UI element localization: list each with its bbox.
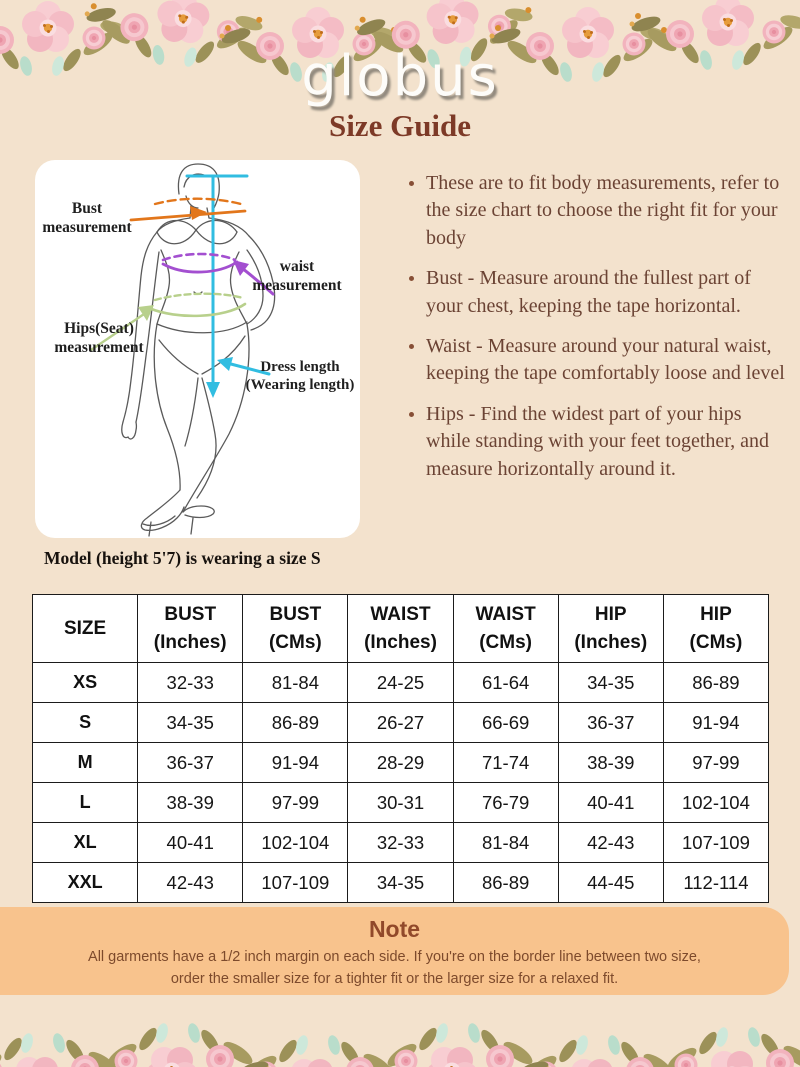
measurement-cell: 26-27 [348,703,453,743]
instruction-item: • Hips - Find the widest part of your hips while standing with your feet together, and measure horizontally around it. [426,401,788,483]
measurement-cell: 36-37 [138,743,243,783]
size-table-column-header: BUST (CMs) [243,595,348,663]
size-label-cell: XL [33,823,138,863]
bust-measurement-label: Bust measurement [42,200,132,236]
measurement-cell: 34-35 [348,863,453,903]
size-table-column-header: WAIST (CMs) [453,595,558,663]
measurement-cell: 107-109 [663,823,768,863]
measurement-cell: 66-69 [453,703,558,743]
size-label-cell: XXL [33,863,138,903]
size-table-column-header: SIZE [33,595,138,663]
instructions-list [400,170,788,496]
measurement-cell: 102-104 [243,823,348,863]
measurement-cell: 81-84 [453,823,558,863]
measurement-cell: 24-25 [348,663,453,703]
measurement-cell: 97-99 [243,783,348,823]
brand-logo: globus [301,44,499,109]
size-table-row [33,783,769,823]
measurement-cell: 81-84 [243,663,348,703]
instruction-item: • Bust - Measure around the fullest part of your chest, keeping the tape horizontal. [426,265,788,320]
page-title: Size Guide [328,108,472,143]
size-table-row [33,823,769,863]
floral-garland-bottom-image [0,992,800,1067]
dress-length-label: Dress length (Wearing length) [245,359,355,394]
size-table [32,594,769,903]
size-label-cell: L [33,783,138,823]
measurement-cell: 34-35 [558,663,663,703]
measurement-cell: 38-39 [138,783,243,823]
measurement-cell: 76-79 [453,783,558,823]
measurement-cell: 28-29 [348,743,453,783]
size-table-row [33,743,769,783]
size-table-header-row [33,595,769,663]
waist-measurement-label: waist measurement [252,258,342,294]
measurement-cell: 32-33 [348,823,453,863]
note-banner [0,907,789,995]
size-label-cell: M [33,743,138,783]
measurement-cell: 86-89 [453,863,558,903]
size-table-body [33,663,769,903]
measurement-cell: 107-109 [243,863,348,903]
size-table-column-header: HIP (Inches) [558,595,663,663]
measurement-cell: 44-45 [558,863,663,903]
size-label-cell: XS [33,663,138,703]
measurement-cell: 40-41 [558,783,663,823]
measurement-cell: 97-99 [663,743,768,783]
size-table-row [33,863,769,903]
size-table-column-header: HIP (CMs) [663,595,768,663]
measurement-cell: 91-94 [663,703,768,743]
measurement-diagram-card [35,160,360,538]
size-label-cell: S [33,703,138,743]
size-table-column-header: BUST (Inches) [138,595,243,663]
instruction-item: • These are to fit body measurements, refer to the size chart to choose the right fit for your body [426,170,788,252]
hips-measurement-label: Hips(Seat) measurement [54,320,144,356]
size-table-row [33,703,769,743]
measurement-cell: 42-43 [138,863,243,903]
measurement-cell: 42-43 [558,823,663,863]
measurement-cell: 112-114 [663,863,768,903]
model-caption: Model (height 5'7) is wearing a size S [44,548,321,568]
measurement-cell: 71-74 [453,743,558,783]
note-text: All garments have a 1/2 inch margin on each side. If you're on the border line between two size, order the smaller size for a tighter fit or the larger size for a relaxed fit. [88,949,701,987]
measurement-cell: 36-37 [558,703,663,743]
measurement-cell: 38-39 [558,743,663,783]
measurement-cell: 40-41 [138,823,243,863]
instruction-item: • Waist - Measure around your natural waist, keeping the tape comfortably loose and level [426,333,788,388]
measurement-cell: 61-64 [453,663,558,703]
measurement-cell: 102-104 [663,783,768,823]
measurement-cell: 34-35 [138,703,243,743]
size-table-column-header: WAIST (Inches) [348,595,453,663]
measurement-cell: 30-31 [348,783,453,823]
note-title: Note [368,916,421,942]
measurement-cell: 91-94 [243,743,348,783]
measurement-cell: 32-33 [138,663,243,703]
size-table-row [33,663,769,703]
measurement-cell: 86-89 [243,703,348,743]
measurement-cell: 86-89 [663,663,768,703]
